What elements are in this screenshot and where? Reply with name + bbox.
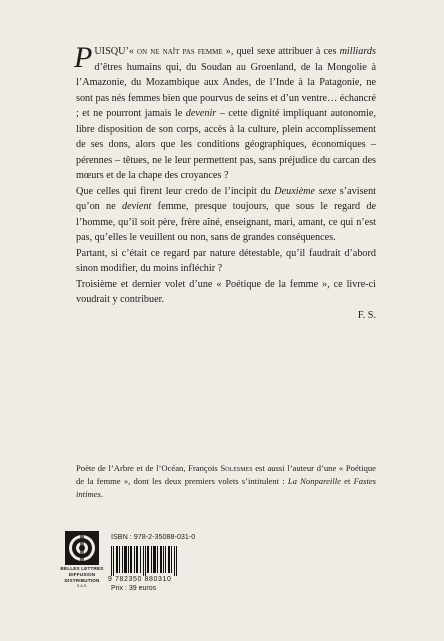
p2-e: femme, presque toujours, que sous le regard de l’homme, qu’il soit père, frère aîné, enseignant, mari, amant, ce qui n’est pas, qu’elles le veuillent ou non, sans de grandes conséquences. [76,201,376,243]
bio-title-1: La Nonpareille [287,476,341,486]
bio-a: Poète de l’Arbre et de l’Océan, François [76,463,221,473]
barcode-number: 9 782350 880310 [108,576,172,583]
blurb [74,41,376,323]
price: Prix : 39 euros [111,585,157,592]
distributor-emblem-icon [65,531,99,565]
p1-devenir: devenir [185,108,217,119]
p1-g: – cette dignité impliquant autonomie, libre disposition de son corps, accès à la culture, plein accomplissement de ses dons, alors que les conditions géographiques, économiques – pérennes – têtues, ne le leur permettent pas, sans préjudice du carcan des mœurs et de la chape des croyances ? [76,108,376,181]
p2-a: Que celles qui firent leur credo de l’incipit du [76,185,275,197]
bio-c: est aussi l’auteur d’une « Poétique de la femme », dont les deux premiers volets s’intitulent : [76,463,376,486]
isbn: ISBN : 978-2-35088-031-0 [111,532,196,541]
paragraph-2 [76,184,376,246]
drop-cap: P [74,41,93,74]
distributor-line-3: DISTRIBUTION [64,578,100,583]
signature: F. S. [357,309,376,321]
distributor-line-2: DIFFUSION [68,572,96,577]
distributor-logo [60,531,104,588]
paragraph-1 [74,41,376,184]
barcode-icon [111,546,177,576]
distributor-suffix: S.A.S. [76,584,88,588]
p1-c: », quel sexe attribuer à ces [222,46,340,57]
author-bio [76,462,376,501]
p2-c: s’avisent qu’on ne [76,185,376,212]
bio-g: . [100,489,103,499]
p2-deuxieme-sexe: Deuxième sexe [274,185,337,197]
p1-milliards: milliards [339,46,376,57]
distributor-line-1: BELLES LETTRES [60,566,104,571]
p2-devient: devient [121,201,152,212]
bio-title-2: Fastes intimes [76,476,376,499]
p1-a: UISQU’« [94,46,138,57]
bio-author: Solesmes [220,463,253,473]
bio-e: et [340,476,354,486]
p1-quote: on ne naît pas femme [137,46,223,57]
p1-e: d’êtres humains qui, du Soudan au Groenland, de la Mongolie à l’Amazonie, du Mozambique aux Andes, de l’Inde à la Patagonie, ne sont pas nés femmes bien que pourvus de seins et d’un ventre… échancré ; et ne pourront jamais le [76,61,376,119]
paragraph-4: Troisième et dernier volet d’une « Poétique de la femme », ce livre-ci voudrait y contribuer. [76,278,376,305]
paragraph-3: Partant, si c’était ce regard par nature détestable, qu’il faudrait d’abord sinon modifier, du moins infléchir ? [76,247,376,274]
